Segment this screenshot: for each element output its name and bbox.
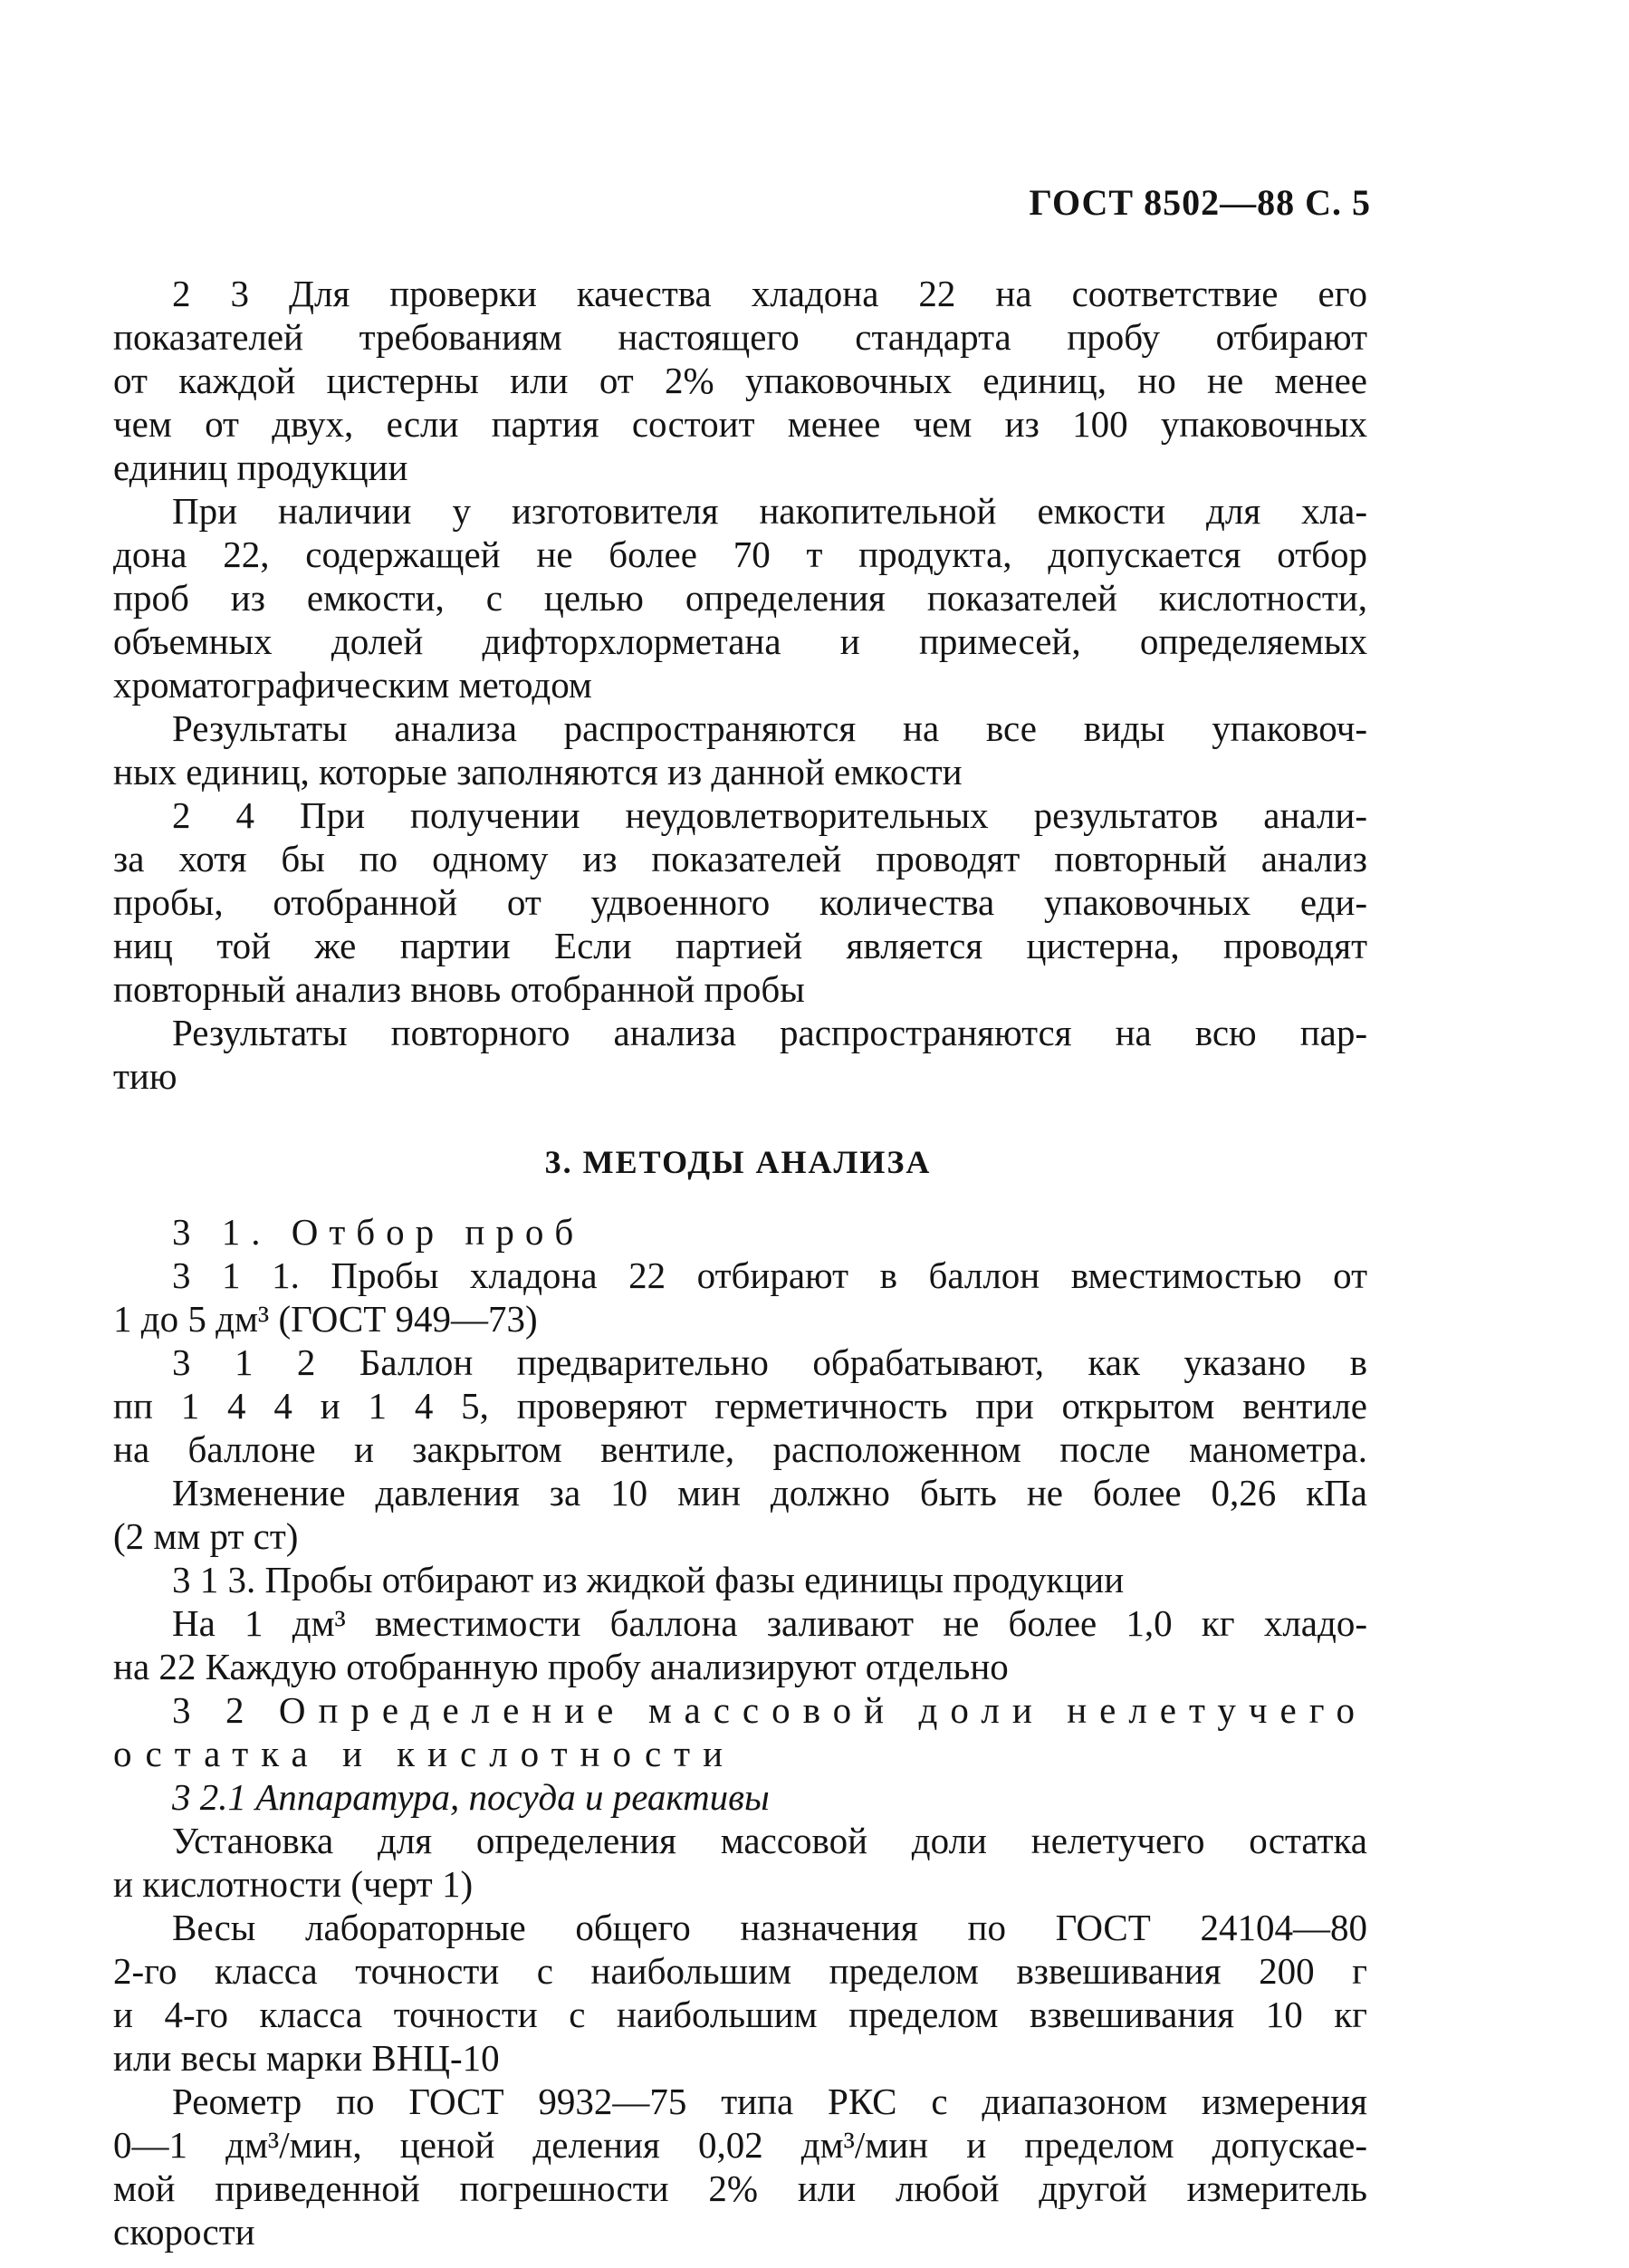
text-line: и кислотности (черт 1)	[113, 1863, 474, 1905]
text-line: 1 до 5 дм³ (ГОСТ 949—73)	[113, 1298, 538, 1340]
subsection-heading: 3 2 Определение массовой доли нелетучего	[172, 1689, 1367, 1731]
text-line: за хотя бы по одному из показателей проводят повторный анализ	[113, 838, 1367, 879]
subsection-heading: остатка и кислотности	[113, 1733, 736, 1774]
text-line: Реометр по ГОСТ 9932—75 типа РКС с диапазоном измерения	[172, 2081, 1367, 2122]
text-line: Установка для определения массовой доли нелетучего остатка	[172, 1820, 1367, 1861]
text-line: показателей требованиям настоящего стандарта пробу отбирают	[113, 316, 1367, 358]
text-line: объемных долей дифторхлорметана и примесей, определяемых	[113, 620, 1367, 662]
text-line: скорости	[113, 2211, 255, 2253]
text-line: 2 3 Для проверки качества хладона 22 на соответствие его	[172, 273, 1367, 314]
text-line: повторный анализ вновь отобранной пробы	[113, 968, 805, 1010]
text-line: тию	[113, 1055, 177, 1097]
text-line: чем от двух, если партия состоит менее чем из 100 упаковочных	[113, 403, 1367, 445]
subsection-heading: 3 1. Отбор проб	[172, 1211, 585, 1253]
text-line: 3 1 1. Пробы хладона 22 отбирают в баллон вместимостью от	[172, 1254, 1367, 1296]
text-line: хроматографическим методом	[113, 664, 592, 706]
text-line: Изменение давления за 10 мин должно быть не более 0,26 кПа	[172, 1472, 1367, 1514]
text-line: пробы, отобранной от удвоенного количества упаковочных еди-	[113, 881, 1367, 923]
text-line: ниц той же партии Если партией является цистерна, проводят	[113, 925, 1367, 966]
text-line: на 22 Каждую отобранную пробу анализируют отдельно	[113, 1646, 1009, 1687]
section-title: 3. МЕТОДЫ АНАЛИЗА	[544, 1144, 932, 1180]
text-line: и 4-го класса точности с наибольшим пределом взвешивания 10 кг	[113, 1994, 1367, 2035]
text-line: пп 1 4 4 и 1 4 5, проверяют герметичность при открытом вентиле	[113, 1385, 1367, 1427]
text-line: (2 мм рт ст)	[113, 1515, 299, 1557]
text-line: 2 4 При получении неудовлетворительных результатов анали-	[172, 794, 1367, 836]
text-line: на баллоне и закрытом вентиле, расположенном после манометра.	[113, 1428, 1367, 1470]
text-line: ных единиц, которые заполняются из данной емкости	[113, 751, 963, 793]
text-line: На 1 дм³ вместимости баллона заливают не более 1,0 кг хладо-	[172, 1602, 1367, 1644]
subsection-heading	[172, 1775, 1367, 1819]
text-line: дона 22, содержащей не более 70 т продукта, допускается отбор	[113, 533, 1367, 575]
text-line: 3 1 3. Пробы отбирают из жидкой фазы единицы продукции	[172, 1559, 1125, 1600]
page-header: ГОСТ 8502—88 С. 5	[1029, 182, 1371, 223]
text-line: проб из емкости, с целью определения показателей кислотности,	[113, 577, 1367, 619]
text-line: 3 1 2 Баллон предварительно обрабатывают, как указано в	[172, 1341, 1367, 1383]
text-line: или весы марки ВНЦ-10	[113, 2037, 500, 2079]
text-line: Результаты анализа распространяются на все виды упаковоч-	[172, 707, 1367, 749]
text-line: мой приведенной погрешности 2% или любой другой измеритель	[113, 2167, 1367, 2209]
text-line: Результаты повторного анализа распространяются на всю пар-	[172, 1012, 1367, 1053]
italic-heading: 3 2.1 Аппаратура, посуда и реактивы	[172, 1776, 770, 1818]
text-line: 2-го класса точности с наибольшим пределом взвешивания 200 г	[113, 1950, 1367, 1992]
text-line: 0—1 дм³/мин, ценой деления 0,02 дм³/мин и пределом допускае-	[113, 2124, 1367, 2166]
text-line: Весы лабораторные общего назначения по ГОСТ 24104—80	[172, 1907, 1367, 1948]
text-line: единиц продукции	[113, 447, 408, 488]
text-line: При наличии у изготовителя накопительной емкости для хла-	[172, 490, 1367, 532]
text-line: от каждой цистерны или от 2% упаковочных единиц, но не менее	[113, 360, 1367, 401]
